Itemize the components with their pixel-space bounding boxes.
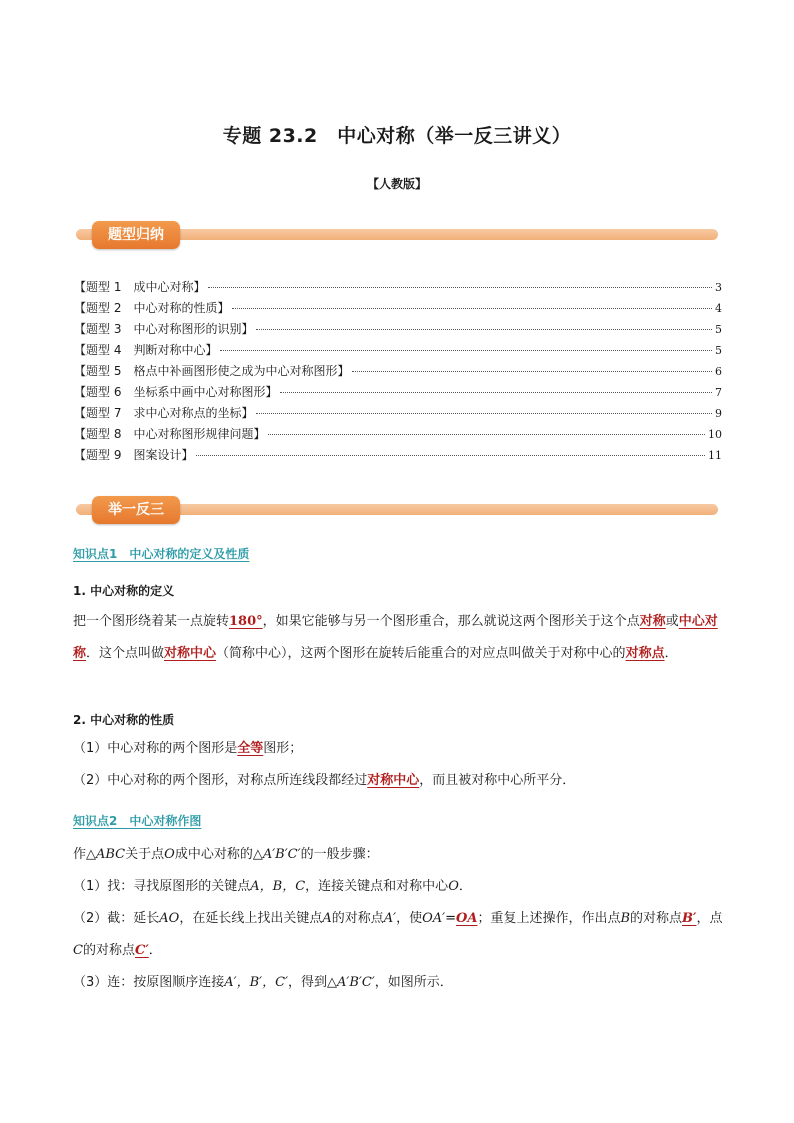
toc-item[interactable] xyxy=(74,320,722,341)
text: ，点 xyxy=(696,911,723,926)
definition-paragraph xyxy=(73,606,723,670)
section-banner-examples xyxy=(76,496,718,524)
text: 的对称点 xyxy=(630,911,683,926)
highlight-oa: OA xyxy=(456,911,478,926)
toc-leader xyxy=(256,413,712,414)
toc-item-page: 6 xyxy=(715,365,722,378)
toc-item-label: 【题型 6 坐标系中画中心对称图形】 xyxy=(74,385,278,399)
text: ． xyxy=(664,646,678,661)
toc-leader xyxy=(196,455,705,456)
text: ，如果它能够与另一个图形重合，那么就说这两个图形关于这个点 xyxy=(262,614,640,629)
edition-label: 【人教版】 xyxy=(366,177,427,191)
math: C xyxy=(73,943,83,958)
math: ABC xyxy=(96,847,126,862)
text: ，而且被对称中心所平分． xyxy=(419,773,576,788)
highlight-center: 对称中心 xyxy=(164,646,217,661)
toc-item[interactable] xyxy=(74,278,722,299)
math: A xyxy=(322,911,332,926)
step-2 xyxy=(73,903,723,967)
toc-item-page: 3 xyxy=(715,281,722,294)
text: 关于点 xyxy=(125,847,165,862)
text: 的对称点 xyxy=(82,943,135,958)
math: B xyxy=(620,911,631,926)
text: 或 xyxy=(665,614,679,629)
text: = xyxy=(445,911,457,926)
math: A，B，C xyxy=(250,879,306,894)
text: ，如图所示． xyxy=(374,975,453,990)
text: （简称中心），这两个图形在旋转后能重合的对应点叫做关于对称中心的 xyxy=(216,646,626,661)
highlight-c-prime: C′ xyxy=(134,943,149,958)
text: （1）中心对称的两个图形是 xyxy=(73,741,238,756)
math: A′B′C′ xyxy=(337,975,375,990)
page-title: 专题 23.2 中心对称（举一反三讲义） xyxy=(222,125,572,147)
toc-leader xyxy=(352,371,712,372)
text: ． xyxy=(458,879,472,894)
toc-item[interactable] xyxy=(74,425,722,446)
property-2 xyxy=(73,765,723,797)
math: A′ xyxy=(383,911,397,926)
toc-item-page: 5 xyxy=(715,323,722,336)
toc-item-page: 11 xyxy=(708,449,722,462)
highlight-180: 180° xyxy=(229,614,263,629)
toc-item-page: 9 xyxy=(715,407,722,420)
text: （2）截：延长 xyxy=(73,911,160,926)
toc-item-page: 7 xyxy=(715,386,722,399)
text: ，得到△ xyxy=(288,975,338,990)
property-1 xyxy=(73,733,723,765)
toc-item-label: 【题型 3 中心对称图形的识别】 xyxy=(74,322,254,336)
knowledge-point-1-title: 知识点1 中心对称的定义及性质 xyxy=(73,547,250,561)
step-3 xyxy=(73,967,723,999)
highlight-congruent: 全等 xyxy=(237,741,264,756)
toc-leader xyxy=(208,287,712,288)
text: 把一个图形绕着某一点旋转 xyxy=(73,614,230,629)
toc-item[interactable] xyxy=(74,446,722,467)
table-of-contents xyxy=(74,278,722,467)
highlight-center: 对称中心 xyxy=(367,773,420,788)
text: 的一般步骤： xyxy=(300,847,379,862)
toc-leader xyxy=(232,308,712,309)
text: ，在延长线上找出关键点 xyxy=(179,911,323,926)
step-1 xyxy=(73,871,723,903)
construction-intro xyxy=(73,839,723,871)
toc-item[interactable] xyxy=(74,299,722,320)
toc-item-page: 4 xyxy=(715,302,722,315)
toc-item-label: 【题型 5 格点中补画图形使之成为中心对称图形】 xyxy=(74,364,350,378)
text: ，使 xyxy=(396,911,423,926)
text: 成中心对称的△ xyxy=(174,847,263,862)
text: （1）找：寻找原图形的关键点 xyxy=(73,879,251,894)
text: 作△ xyxy=(73,847,96,862)
toc-item-label: 【题型 4 判断对称中心】 xyxy=(74,343,218,357)
toc-leader xyxy=(256,329,712,330)
toc-item-label: 【题型 9 图案设计】 xyxy=(74,448,194,462)
highlight-central-symmetry: 中心对称 xyxy=(73,614,718,661)
banner-tag: 举一反三 xyxy=(92,496,180,524)
math: O xyxy=(448,879,459,894)
math: O xyxy=(164,847,175,862)
knowledge-point-2-title: 知识点2 中心对称作图 xyxy=(73,814,202,828)
toc-leader xyxy=(220,350,712,351)
toc-item[interactable] xyxy=(74,404,722,425)
toc-item-label: 【题型 2 中心对称的性质】 xyxy=(74,301,230,315)
toc-item-page: 5 xyxy=(715,344,722,357)
text: ；重复上述操作，作出点 xyxy=(477,911,621,926)
section-banner-question-types xyxy=(76,221,718,249)
properties-heading: 2. 中心对称的性质 xyxy=(73,713,175,727)
toc-leader xyxy=(268,434,705,435)
math: A′，B′，C′ xyxy=(224,975,289,990)
banner-tag: 题型归纳 xyxy=(92,221,180,249)
text: ．这个点叫做 xyxy=(86,646,165,661)
toc-leader xyxy=(280,392,712,393)
toc-item-page: 10 xyxy=(708,428,722,441)
text: ． xyxy=(148,943,162,958)
definition-heading: 1. 中心对称的定义 xyxy=(73,584,175,598)
toc-item-label: 【题型 1 成中心对称】 xyxy=(74,280,206,294)
toc-item-label: 【题型 7 求中心对称点的坐标】 xyxy=(74,406,254,420)
highlight-symmetric: 对称 xyxy=(639,614,666,629)
math: AO xyxy=(159,911,180,926)
text: （2）中心对称的两个图形，对称点所连线段都经过 xyxy=(73,773,368,788)
toc-item-label: 【题型 8 中心对称图形规律问题】 xyxy=(74,427,266,441)
text: 图形； xyxy=(263,741,303,756)
math: A′B′C′ xyxy=(262,847,301,862)
toc-item[interactable] xyxy=(74,362,722,383)
highlight-symmetric-points: 对称点 xyxy=(625,646,665,661)
text: （3）连：按原图顺序连接 xyxy=(73,975,225,990)
highlight-b-prime: B′ xyxy=(682,911,697,926)
toc-item[interactable] xyxy=(74,341,722,362)
math: OA′ xyxy=(422,911,446,926)
text: ，连接关键点和对称中心 xyxy=(305,879,449,894)
toc-item[interactable] xyxy=(74,383,722,404)
text: 的对称点 xyxy=(331,911,384,926)
